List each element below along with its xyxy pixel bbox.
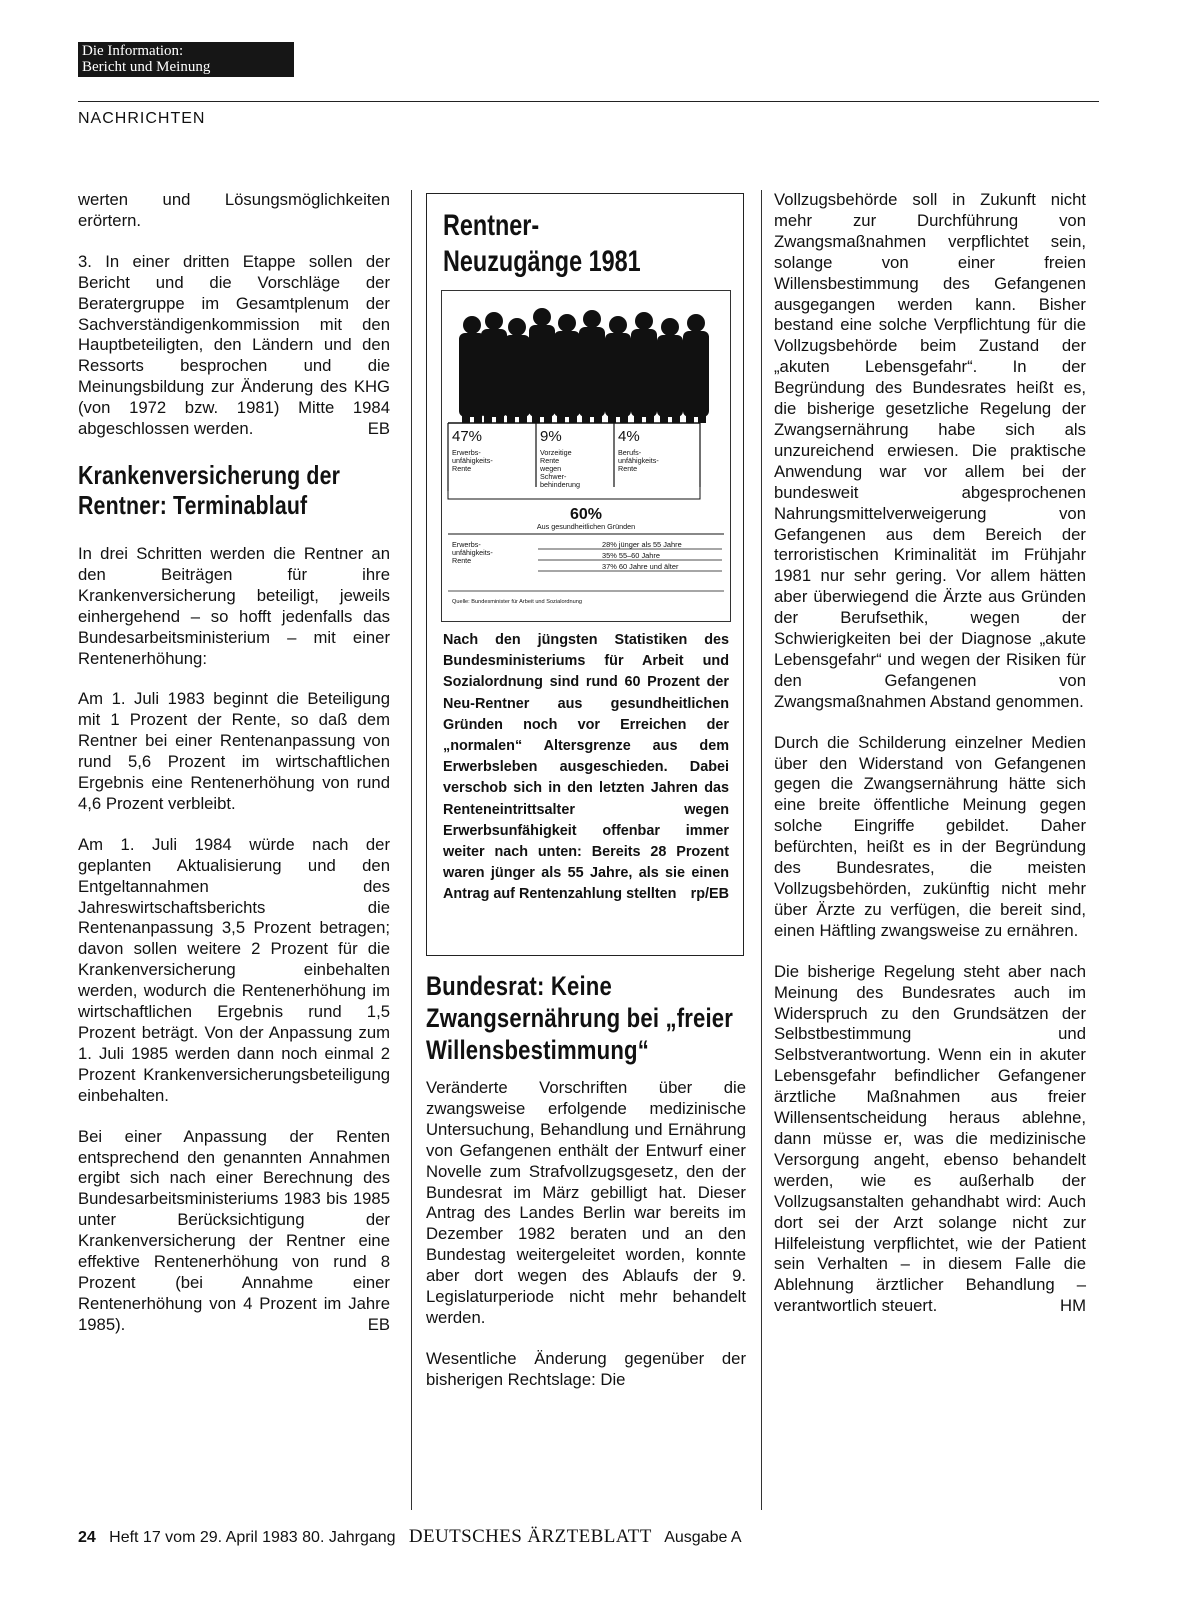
- total-label: Aus gesundheitlichen Gründen: [536, 522, 636, 531]
- breakdown-row-0: 28% jünger als 55 Jahre: [602, 540, 682, 549]
- issue-info: Heft 17 vom 29. April 1983 80. Jahrgang: [109, 1529, 396, 1546]
- group-label-1-4: behinderung: [540, 480, 580, 489]
- breakdown-label-2: Rente: [452, 556, 472, 565]
- group-label-0-1: unfähigkeits-: [452, 456, 493, 465]
- breakdown-label-1: unfähigkeits-: [452, 548, 493, 557]
- col1-paragraph-3: In drei Schritten werden die Rentner an den Beiträgen für ihre Krankenversicherung beteiligt, jeweils einhergehend – so hofft jedenfalls das Bundesarbeitsministerium – mit einer Rentenerhöhung:: [78, 543, 390, 668]
- col3-paragraph-3: [774, 962, 1086, 1317]
- group-label-0-2: Rente: [452, 464, 472, 473]
- infobox-title-line1: Rentner-: [443, 209, 540, 242]
- col3-paragraph-3-text: Die bisherige Regelung steht aber nach Meinung des Bundesrates auch im Widerspruch zu den Grundsätzen der Selbstbestimmung und Selbstverantwortung. Wenn ein in akuter Lebensgefahr befindlicher Gefangener ärztliche Maßnahmen aus freier Willensentscheidung heraus ablehne, dann müsse er, was die medizinische Versorgung angeht, ebenso behandelt werden, wie es außerhalb der Vollzugsanstalten gehandhabt wird: Auch dort sei der Arzt solange nicht zur Hilfeleistung verpflichtet, wie der Patient sein Verhalten – in diesem Falle die Ablehnung ärztlicher Behandlung – verantwortlich steuert.: [774, 961, 1086, 1316]
- author-signoff: HM: [1060, 1296, 1086, 1316]
- caption-signoff: rp/EB: [690, 886, 729, 903]
- group-label-2-1: unfähigkeits-: [618, 456, 659, 465]
- column-3: [774, 190, 1086, 1337]
- column-rule-1: [411, 190, 412, 1510]
- group-value-2: 4%: [618, 428, 640, 445]
- breakdown-row-1: 35% 55–60 Jahre: [602, 551, 660, 560]
- col1-paragraph-2: [78, 252, 390, 440]
- group-label-2-0: Berufs-: [618, 448, 642, 457]
- people-silhouettes-icon: [459, 308, 709, 423]
- breakdown-row-2: 37% 60 Jahre und älter: [602, 562, 679, 571]
- col1-paragraph-5: Am 1. Juli 1984 würde nach der geplanten Aktualisierung und den Entgeltannahmen des Jahreswirtschaftsberichts die Rentenanpassung 3,5 Prozent betragen; davon sollen weitere 2 Prozent für die Krankenversicherung einbehalten werden, wodurch die Rentenerhöhung im wirtschaftlichen Ergebnis rund 1,5 Prozent beträgt. Von der Anpassung zum 1. Juli 1985 werden dann noch einmal 2 Prozent Krankenversicherungsbeteiligung einbehalten.: [78, 834, 390, 1105]
- col3-paragraph-2: Durch die Schilderung einzelner Medien über den Widerstand von Gefangenen gegen die Zwangsernährung hätte sich eine breite öffentliche Meinung gegen solche Eingriffe gebildet. Daher befürchten, heißt es in der Begründung des Bundesrates, die meisten Vollzugsbehörden, zukünftig nicht mehr über Ärzte zu verfügen, die bereit sind, einen Häftling zwangsweise zu ernähren.: [774, 732, 1086, 940]
- group-label-1-0: Vorzeitige: [540, 448, 572, 457]
- col1-paragraph-6-text: Bei einer Anpassung der Renten entsprechend den genannten Annahmen ergibt sich nach einer Berechnung des Bundesarbeitsministeriums 1983 bis 1985 unter Berücksichtigung der Krankenversicherung der Rentner eine effektive Rentenerhöhung von rund 8 Prozent (bei Annahme einer Rentenerhöhung von 4 Prozent im Jahre 1985).: [78, 1126, 390, 1334]
- col2-paragraph-1: Veränderte Vorschriften über die zwangsweise erfolgende medizinische Untersuchung, Behandlung und Ernährung von Gefangenen enthält der Entwurf einer Novelle zum Strafvollzugsgesetz, den der Bundesrat im März gebilligt hat. Dieser Antrag des Landes Berlin war bereits im Dezember 1982 beraten und an den Bundestag weitergeleitet worden, konnte aber dort wegen des Ablaufs der 9. Legislaturperiode nicht mehr behandelt werden.: [426, 1078, 746, 1327]
- section-label: [78, 42, 294, 77]
- infobox-title: [443, 208, 724, 280]
- infobox-caption-text: Nach den jüngsten Statistiken des Bundesministeriums für Arbeit und Sozialordnung sind rund 60 Prozent der Neu-Rentner aus gesundheitlichen Gründen noch vor Erreichen der „normalen“ Altersgrenze aus dem Erwerbsleben ausgeschieden. Dabei verschob sich in den letzten Jahren das Renteneintrittsalter wegen Erwerbsunfähigkeit offenbar immer weiter nach unten: Bereits 28 Prozent waren jünger als 55 Jahre, als sie einen Antrag auf Rentenzahlung stellten: [443, 632, 729, 903]
- col2-paragraph-2: Wesentliche Änderung gegenüber der bisherigen Rechtslage: Die: [426, 1348, 746, 1389]
- infobox-rentner: [426, 193, 744, 956]
- article-heading-krankenversicherung: Krankenversicherung der Rentner: Terminablauf: [78, 459, 341, 520]
- infobox-title-line2: Neuzugänge 1981: [443, 245, 641, 278]
- edition: Ausgabe A: [664, 1529, 742, 1546]
- author-signoff: EB: [367, 1314, 390, 1334]
- col1-paragraph-4: Am 1. Juli 1983 beginnt die Beteiligung mit 1 Prozent der Rente, so daß dem Rentner bei einer Rentenanpassung von rund 5,6 Prozent im wirtschaftlichen Ergebnis eine Rentenerhöhung von rund 4,6 Prozent verbleibt.: [78, 689, 390, 813]
- group-label-1-2: wegen: [540, 464, 562, 473]
- infobox-caption: [443, 630, 729, 906]
- col1-paragraph-6: [78, 1127, 390, 1336]
- col1-paragraph-2-text: 3. In einer dritten Etappe sollen der Bericht und die Vorschläge der Beratergruppe im Gesamtplenum der Sachverständigenkommission mit den Hauptbeteiligten, den Ländern und den Ressorts besprochen und die Meinungsbildung zur Änderung des KHG (von 1972 bzw. 1981) Mitte 1984 abgeschlossen werden.: [78, 251, 390, 439]
- group-label-0-0: Erwerbs-: [452, 448, 481, 457]
- group-label-1-1: Rente: [540, 456, 560, 465]
- source-note: Quelle: Bundesminister für Arbeit und Sozialordnung: [452, 599, 582, 605]
- total-value: 60%: [569, 506, 603, 523]
- col3-paragraph-1: Vollzugsbehörde soll in Zukunft nicht mehr zur Durchführung von Zwangsmaßnahmen verpflichtet sein, solange von einer freien Willensbestimmung des Gefangenen ausgegangen werden kann. Bisher bestand eine solche Verpflichtung für die Vollzugsbehörde beim Zustand der „akuten Lebensgefahr“. In der Begründung des Bundesrates heißt es, die bisherige gesetzliche Regelung der Zwangsernährung habe sich als unzureichend erwiesen. Die praktische Anwendung war vor allem bei der bundesweit abgesprochenen Nahrungsmittelverweigerung von Gefangenen aus dem Bereich der terroristischen Kriminalität im Frühjahr 1981 nur sehr gering. Vor allem hätten aber überwiegend die Ärzte aus Gründen der Berufsethik, wegen der Schwierigkeiten bei der Diagnose „akute Lebensgefahr“ und wegen der Risiken für den Gefangenen von Zwangsmaßnahmen Abstand genommen.: [774, 190, 1086, 711]
- column-2-article: [426, 970, 746, 1411]
- page-number: 24: [78, 1529, 96, 1546]
- column-1: [78, 190, 390, 1356]
- author-signoff: EB: [367, 419, 390, 439]
- pension-infographic: [441, 290, 731, 622]
- breakdown-label-0: Erwerbs-: [452, 540, 481, 549]
- rubric: NACHRICHTEN: [78, 110, 206, 127]
- group-value-0: 47%: [452, 428, 483, 445]
- group-value-1: 9%: [540, 428, 562, 445]
- section-label-line2: Bericht und Meinung: [82, 59, 211, 75]
- section-label-line1: Die Information:: [82, 43, 184, 59]
- page-footer: [78, 1526, 742, 1548]
- group-label-2-2: Rente: [618, 464, 638, 473]
- column-rule-2: [761, 190, 762, 1510]
- article-heading-bundesrat: Bundesrat: Keine Zwangsernährung bei „freier Willensbestimmung“: [426, 971, 734, 1065]
- header-rule: [78, 101, 1099, 102]
- magazine-name: DEUTSCHES ÄRZTEBLATT: [408, 1526, 652, 1547]
- group-label-1-3: Schwer-: [540, 472, 567, 481]
- col1-paragraph-1: werten und Lösungsmöglichkeiten erörtern.: [78, 190, 390, 230]
